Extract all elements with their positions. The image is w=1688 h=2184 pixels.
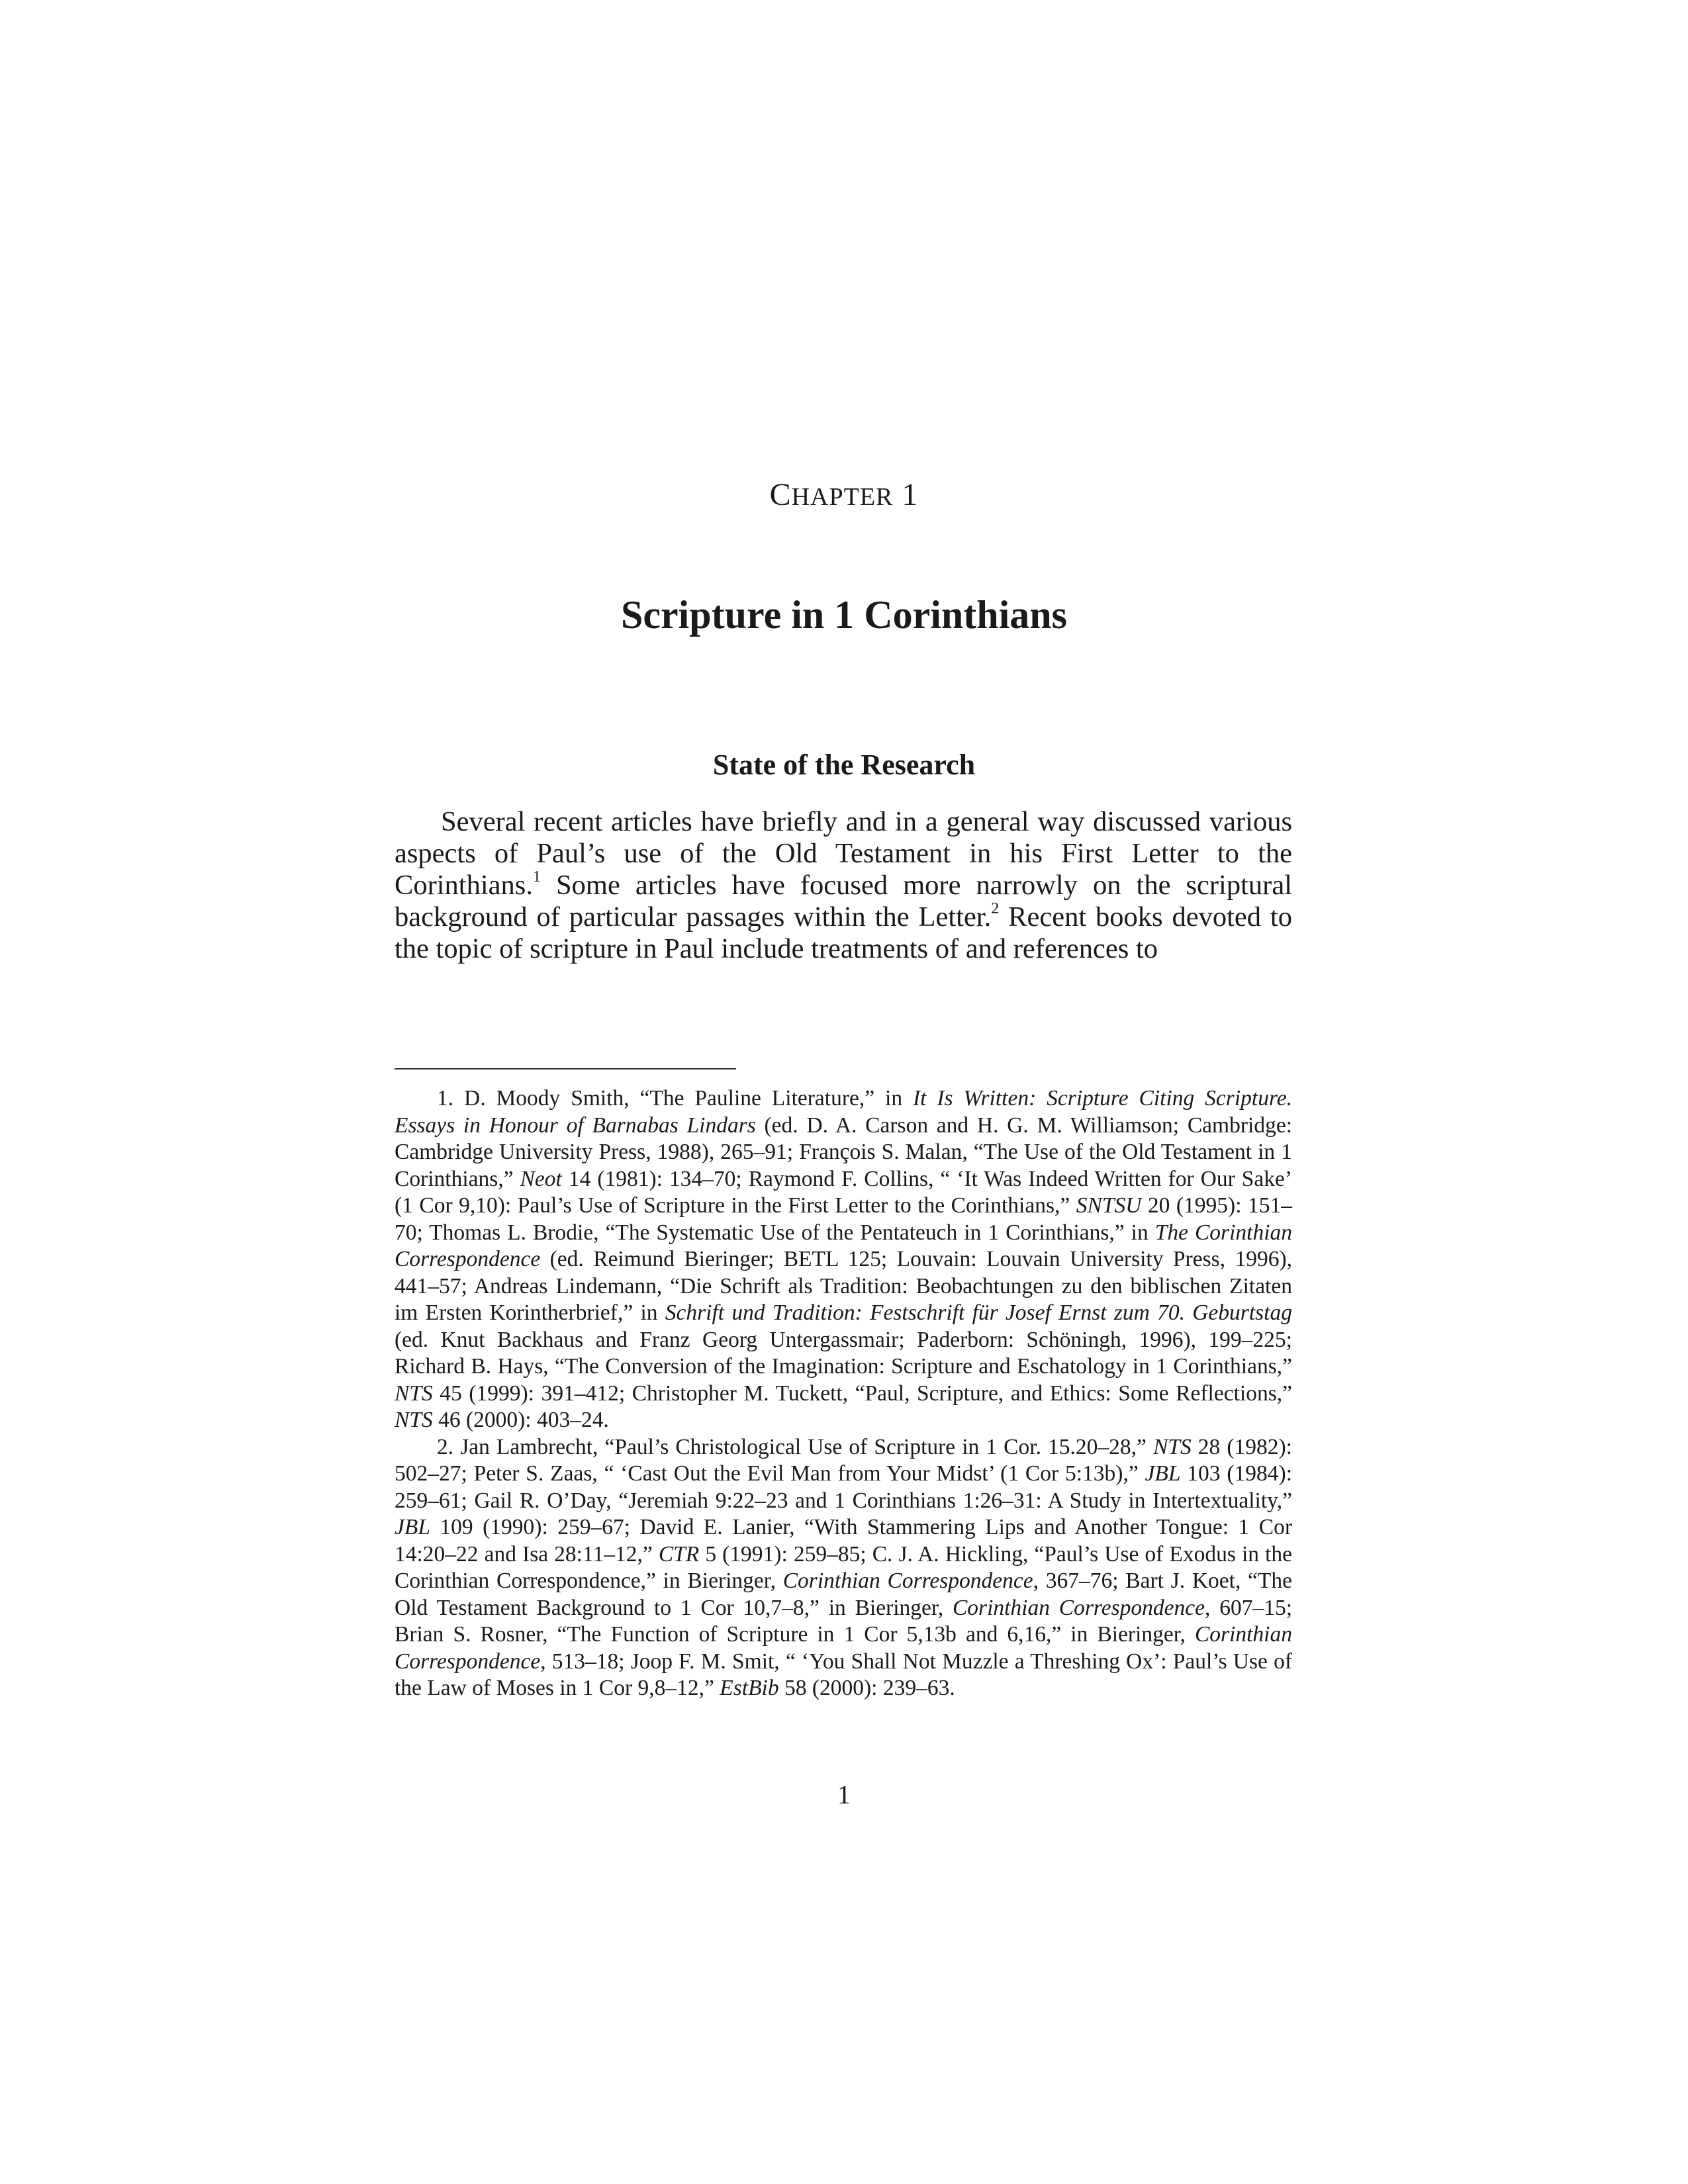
chapter-label-initial: C [769,477,792,512]
section-heading: State of the Research [712,749,976,781]
footnote-divider [395,1068,736,1069]
footnotes [395,1085,1292,1702]
body-paragraph [395,806,1292,965]
chapter-label [0,477,1688,513]
fn-text: , 367–76; Bart J. Koet, “The Old Testament Background to 1 Cor 10,7–8,” in Bieringer, [395,1569,1292,1620]
fn-text: 58 (2000): 239–63. [778,1676,955,1700]
fn-italic: Neot [520,1166,562,1191]
fn-text: , 607–15; Brian S. Rosner, “The Function of Scripture in 1 Cor 5,13b and 6,16,” in Bieringer, [395,1595,1292,1647]
footnote-ref-1: 1 [532,868,541,886]
fn-text: 109 (1990): 259–67; David E. Lanier, “With Stammering Lips and Another Tongue: 1 Cor 14:20–22 and Isa 28:11–12,” [395,1515,1292,1567]
fn-text: (ed. D. A. Carson and H. G. M. Williamson; Cambridge: Cambridge University Press, 1988), 265–91; François S. Malan, “The Use of the Old Testament in 1 Corinthians,” [395,1113,1292,1191]
fn-text: 1. D. Moody Smith, “The Pauline Literature,” in [437,1086,913,1111]
page-number: 1 [837,1780,851,1809]
fn-text: 20 (1995): 151–70; Thomas L. Brodie, “The Systematic Use of the Pentateuch in 1 Corinthians,” in [395,1193,1292,1245]
paragraph-text-2: Some articles have focused more narrowly on the scriptural background of particular passages within the Letter. [395,870,1292,933]
fn-italic: It Is Written: Scripture Citing Scripture. Essays in Honour of Barnabas Lindars [395,1086,1292,1138]
fn-text: 103 (1984): 259–61; Gail R. O’Day, “Jeremiah 9:22–23 and 1 Corinthians 1:26–31: A Study in Intertextuality,” [395,1461,1292,1513]
fn-text: 28 (1982): 502–27; Peter S. Zaas, “ ‘Cast Out the Evil Man from Your Midst’ (1 Cor 5:13b),” [395,1434,1292,1486]
chapter-number: 1 [902,477,919,512]
fn-italic: Corinthian Correspondence [782,1569,1033,1593]
paragraph-text-3: Recent books devoted to the topic of scripture in Paul include treatments of and references to [395,901,1292,964]
fn-italic: JBL [395,1515,430,1539]
footnote-2 [395,1434,1292,1702]
fn-italic: The Corinthian Correspondence [395,1220,1292,1271]
fn-italic: NTS [395,1381,433,1406]
fn-italic: Corinthian Correspondence [395,1622,1292,1674]
fn-italic: NTS [395,1408,433,1432]
fn-text: 14 (1981): 134–70; Raymond F. Collins, “ ‘It Was Indeed Written for Our Sake’ (1 Cor 9,10): Paul’s Use of Scripture in the First Letter to the Corinthians,” [395,1166,1292,1218]
fn-text: 45 (1999): 391–412; Christopher M. Tuckett, “Paul, Scripture, and Ethics: Some Reflections,” [432,1381,1292,1406]
fn-italic: Corinthian Correspondence [952,1595,1205,1620]
fn-italic: CTR [658,1541,700,1567]
footnote-ref-2: 2 [991,899,1000,917]
chapter-title: Scripture in 1 Corinthians [621,593,1067,637]
footnote-1 [395,1085,1292,1434]
fn-text: 5 (1991): 259–85; C. J. A. Hickling, “Paul’s Use of Exodus in the Corinthian Correspondence,” in Bieringer, [395,1541,1292,1593]
fn-italic: EstBib [720,1676,779,1700]
fn-italic: Schrift und Tradition: Festschrift für Josef Ernst zum 70. Geburtstag [665,1300,1292,1325]
fn-italic: JBL [1145,1461,1181,1486]
fn-text: (ed. Knut Backhaus and Franz Georg Untergassmair; Paderborn: Schöningh, 1996), 199–225; Richard B. Hays, “The Conversion of the Imagination: Scripture and Eschatology in 1 Corinthians,” [395,1327,1292,1379]
paragraph-text-1: Several recent articles have briefly and in a general way discussed various aspects of Paul’s use of the Old Testament in his First Letter to the Corinthians. [395,806,1292,901]
fn-italic: NTS [1152,1434,1192,1459]
fn-text: 2. Jan Lambrecht, “Paul’s Christological Use of Scripture in 1 Cor. 15.20–28,” [437,1434,1153,1459]
chapter-label-word: HAPTER [791,483,894,511]
fn-text: 46 (2000): 403–24. [432,1408,609,1432]
fn-text: (ed. Reimund Bieringer; BETL 125; Louvain: Louvain University Press, 1996), 441–57; Andreas Lindemann, “Die Schrift als Tradition: Beobachtungen zu den biblischen Zitaten im Ersten Korintherbrief,” in [395,1247,1292,1325]
fn-text: , 513–18; Joop F. M. Smit, “ ‘You Shall Not Muzzle a Threshing Ox’: Paul’s Use of the Law of Moses in 1 Cor 9,8–12,” [395,1649,1292,1700]
fn-italic: SNTSU [1076,1193,1142,1218]
